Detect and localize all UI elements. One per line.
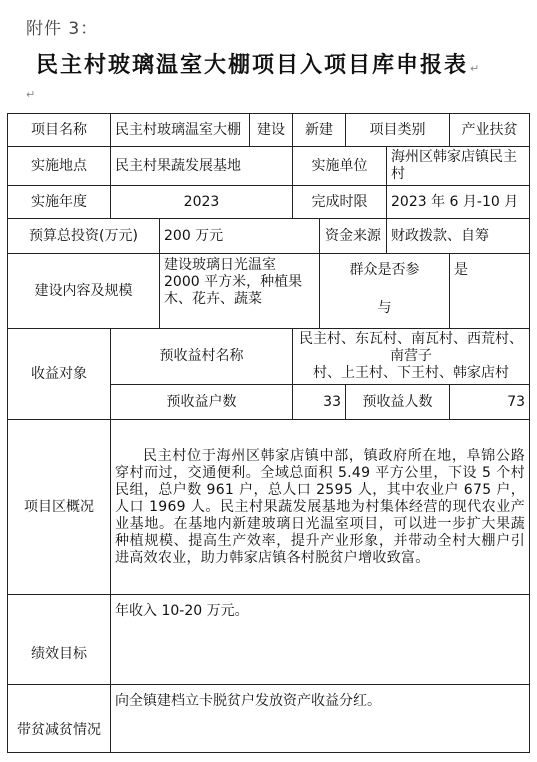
implementer-label: 实施单位 [293, 147, 387, 186]
fund-source-label: 资金来源 [320, 219, 387, 254]
public-participation-label-line1: 群众是否参 [349, 262, 420, 278]
content-scale-value: 建设玻璃日光温室 2000 平方米，种植果木、花卉、蔬菜 [160, 254, 320, 329]
village-names-line1: 民主村、东瓦村、南瓦村、西荒村、南营子 [299, 331, 524, 364]
budget-label: 预算总投资(万元) [8, 219, 160, 254]
village-names-value [293, 329, 530, 385]
performance-label: 绩效目标 [8, 595, 111, 685]
paragraph-mark-icon: ↵ [26, 88, 36, 101]
village-name-label: 预收益村名称 [111, 329, 293, 385]
beneficiaries-label: 收益对象 [8, 329, 111, 420]
construction-label: 建设 [250, 114, 293, 147]
row-beneficiary-villages [8, 329, 530, 385]
row-performance [8, 595, 530, 685]
completion-value: 2023 年 6 月-10 月 [387, 186, 530, 219]
location-label: 实施地点 [8, 147, 111, 186]
households-value: 33 [293, 385, 346, 420]
public-participation-label-line2: 与 [377, 300, 392, 316]
row-poverty [8, 685, 530, 753]
row-overview [8, 420, 530, 595]
construction-value: 新建 [293, 114, 346, 147]
fund-source-value: 财政拨款、自筹 [387, 219, 530, 254]
performance-value: 年收入 10-20 万元。 [111, 595, 530, 685]
project-type-label: 项目类别 [346, 114, 450, 147]
row-year [8, 186, 530, 219]
application-form-table [7, 113, 530, 753]
implementer-value: 海州区韩家店镇民主村 [387, 147, 530, 186]
poverty-label: 带贫减贫情况 [8, 685, 111, 753]
project-type-value: 产业扶贫 [450, 114, 530, 147]
public-participation-value: 是 [450, 254, 530, 329]
overview-text: 民主村位于海州区韩家店镇中部，镇政府所在地，阜锦公路穿村而过，交通便利。全域总面积 5.49 平方公里，下设 5 个村民组，总户数 961 户，总人口 2595 人，其中农业户 675 户，人口 1969 人。民主村果蔬发展基地为村集体经营的现代农业产业基地。在基地内新建玻璃日光温室项目，可以进一步扩大果蔬种植规模、提高生产效率，提升产业形象，并带动全村大棚户引进高效农业，助力韩家店镇各村脱贫户增收致富。 [111, 420, 530, 595]
completion-label: 完成时限 [293, 186, 387, 219]
paragraph-mark-icon: ↵ [470, 62, 482, 75]
document-title [36, 48, 481, 79]
row-content-scale [8, 254, 530, 329]
year-value: 2023 [111, 186, 293, 219]
overview-label: 项目区概况 [8, 420, 111, 595]
attachment-label: 附件 3： [26, 19, 99, 39]
year-label: 实施年度 [8, 186, 111, 219]
title-text: 民主村玻璃温室大棚项目入项目库申报表 [36, 53, 469, 78]
public-participation-label [320, 254, 450, 329]
row-location [8, 147, 530, 186]
project-name-label: 项目名称 [8, 114, 111, 147]
households-label: 预收益户数 [111, 385, 293, 420]
persons-label: 预收益人数 [346, 385, 450, 420]
location-value: 民主村果蔬发展基地 [111, 147, 293, 186]
budget-value: 200 万元 [160, 219, 320, 254]
content-scale-label: 建设内容及规模 [8, 254, 160, 329]
village-names-line2: 村、上王村、下王村、韩家店村 [313, 365, 510, 381]
poverty-value: 向全镇建档立卡脱贫户发放资产收益分红。 [111, 685, 530, 753]
row-budget [8, 219, 530, 254]
project-name-value: 民主村玻璃温室大棚 [111, 114, 250, 147]
persons-value: 73 [450, 385, 530, 420]
row-project-name [8, 114, 530, 147]
